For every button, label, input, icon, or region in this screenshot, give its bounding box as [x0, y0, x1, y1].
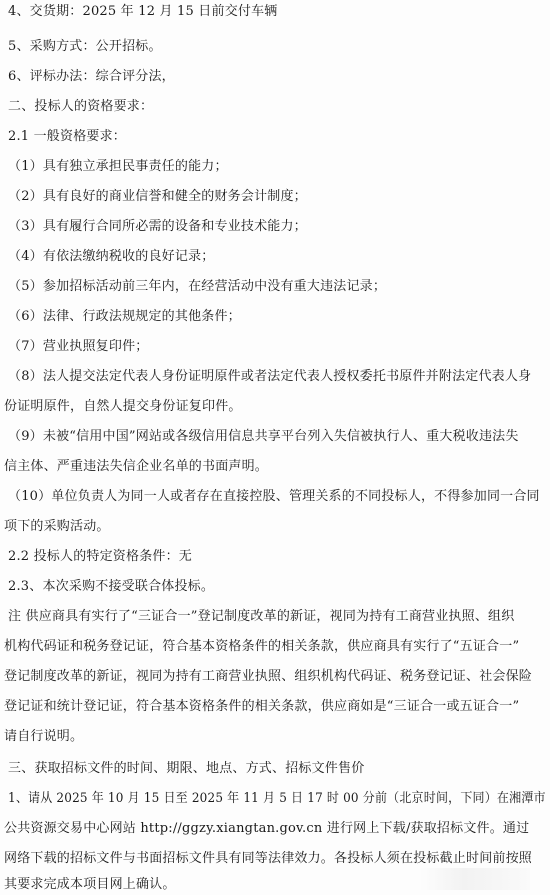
obtain-line-2: 公共资源交易中心网站 http://ggzy.xiangtan.gov.cn 进行网上下载/获取招标文件。通过: [4, 821, 530, 836]
requirement-item-9: （9）未被“信用中国”网站或各级信用信息共享平台列入失信被执行人、重大税收违法失: [8, 429, 519, 444]
requirement-item-8: （8）法人提交法定代表人身份证明原件或者法定代表人授权委托书原件并附法定代表人身: [8, 369, 532, 384]
specific-qualification-line: 2.2 投标人的特定资格条件：无: [8, 549, 193, 564]
obtain-line-3: 网络下载的招标文件与书面招标文件具有同等法律效力。各投标人须在投标截止时间前按照: [4, 851, 533, 866]
note-line-5: 请自行说明。: [4, 729, 84, 744]
note-line-3: 登记制度改革的新证，视同为持有工商营业执照、组织机构代码证、税务登记证、社会保险: [4, 669, 533, 684]
requirement-item-5: （5）参加招标活动前三年内，在经营活动中没有重大违法记录；: [8, 279, 387, 294]
requirement-item-4: （4）有依法缴纳税收的良好记录；: [8, 249, 215, 264]
requirement-item-3: （3）具有履行合同所必需的设备和专业技术能力；: [8, 219, 307, 234]
note-line-1: 注 供应商具有实行了“三证合一”登记制度改革的新证，视同为持有工商营业执照、组织: [8, 609, 515, 624]
text-line-delivery: 4、交货期：2025 年 12 月 15 日前交付车辆: [8, 4, 278, 19]
no-consortium-line: 2.3、本次采购不接受联合体投标。: [8, 579, 215, 594]
requirement-item-6: （6）法律、行政法规规定的其他条件；: [8, 309, 241, 324]
requirement-item-9-cont: 信主体、严重违法失信企业名单的书面声明。: [4, 459, 269, 474]
subheading-general-requirements: 2.1 一般资格要求：: [8, 129, 127, 144]
requirement-item-8-cont: 份证明原件，自然人提交身份证复印件。: [4, 399, 242, 414]
requirement-item-1: （1）具有独立承担民事责任的能力；: [8, 159, 228, 174]
requirement-item-7: （7）营业执照复印件；: [8, 339, 149, 354]
section-heading-qualification: 二、投标人的资格要求：: [8, 99, 154, 114]
note-line-4: 登记证和统计登记证，符合基本资格条件的相关条款，供应商如是“三证合一或五证合一”: [4, 699, 520, 714]
requirement-item-2: （2）具有良好的商业信誉和健全的财务会计制度；: [8, 189, 307, 204]
text-line-evaluation-method: 6、评标办法：综合评分法，: [8, 69, 175, 84]
obtain-line-1: 1、请从 2025 年 10 月 15 日至 2025 年 11 月 5 日 17 时 00 分前（北京时间，下同）在湘潭市: [8, 791, 546, 806]
text-line-procurement-method: 5、采购方式：公开招标。: [8, 39, 162, 54]
requirement-item-10: （10）单位负责人为同一人或者存在直接控股、管理关系的不同投标人，不得参加同一合同: [8, 489, 540, 504]
note-line-2: 机构代码证和税务登记证，符合基本资格条件的相关条款，供应商具有实行了“五证合一”: [4, 639, 520, 654]
requirement-item-10-cont: 项下的采购活动。: [4, 519, 110, 534]
obtain-line-4: 其要求完成本项目网上确认。: [4, 877, 176, 892]
section-heading-obtain-documents: 三、获取招标文件的时间、期限、地点、方式、招标文件售价: [8, 761, 365, 776]
faded-stamp-mark: [420, 868, 530, 890]
